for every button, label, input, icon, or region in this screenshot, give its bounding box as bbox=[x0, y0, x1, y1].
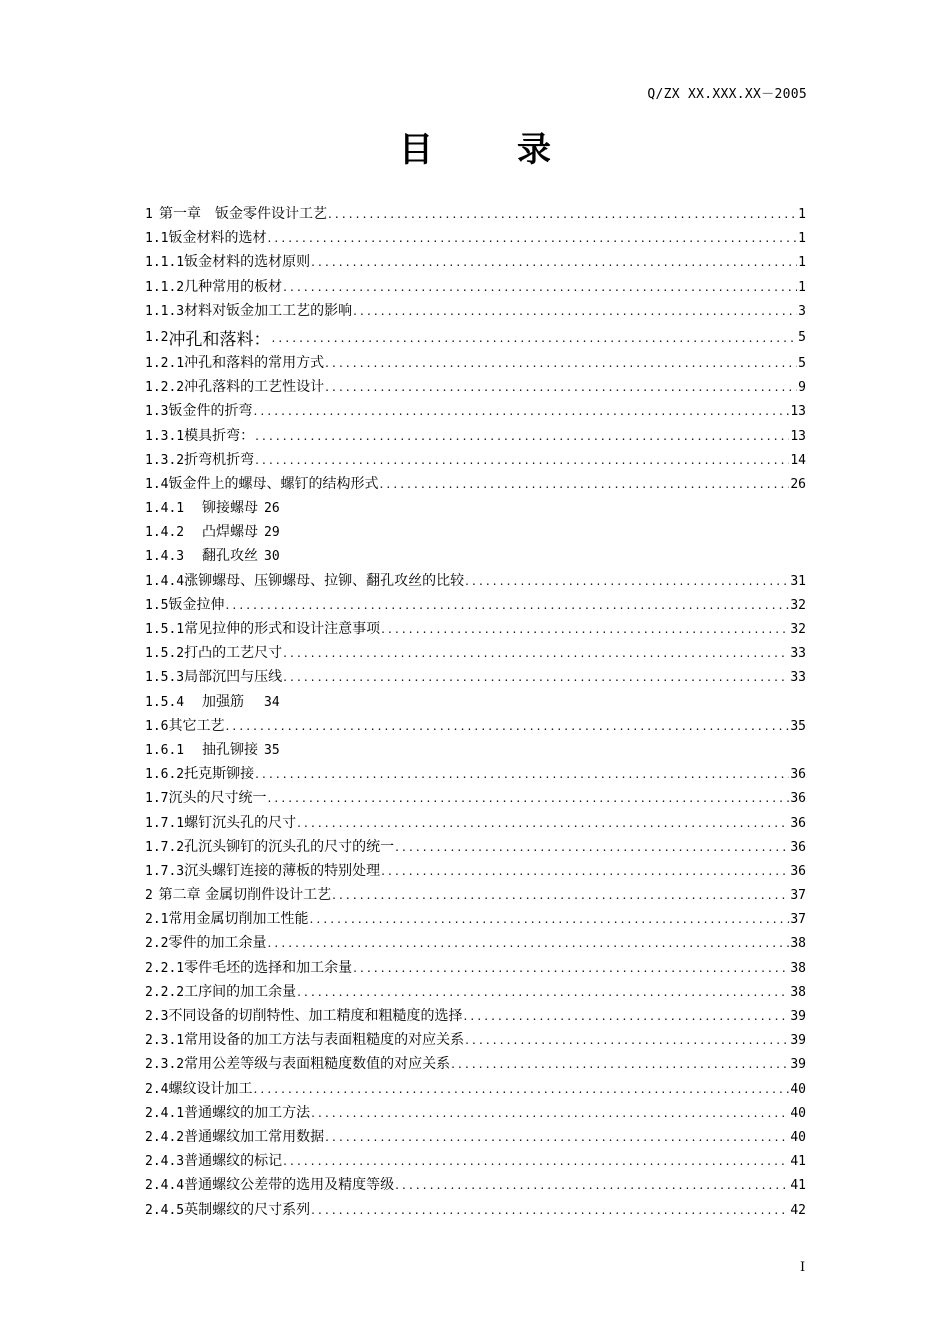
toc-entry-number: 1.4.2 bbox=[145, 525, 185, 541]
page-title: 目录 bbox=[399, 130, 635, 170]
toc-entry-page: 26 bbox=[790, 476, 806, 492]
toc-entry-page: 29 bbox=[264, 525, 280, 541]
toc-entry-title: 其它工艺 bbox=[168, 717, 225, 734]
toc-entry[interactable] bbox=[145, 666, 806, 690]
toc-entry[interactable] bbox=[145, 521, 806, 545]
toc-entry-page: 39 bbox=[790, 1009, 806, 1024]
toc-entry[interactable] bbox=[145, 715, 806, 739]
toc-dot-leader bbox=[325, 380, 797, 394]
toc-entry-number: 2 bbox=[145, 888, 153, 904]
toc-entry-title: 抽孔铆接 bbox=[202, 741, 258, 758]
toc-dot-leader bbox=[297, 816, 789, 830]
toc-entry-page: 36 bbox=[790, 815, 806, 831]
toc-dot-leader bbox=[283, 1154, 789, 1168]
toc-entry-page: 39 bbox=[790, 1057, 806, 1073]
toc-entry[interactable] bbox=[145, 908, 806, 932]
table-of-contents bbox=[145, 203, 806, 1223]
toc-entry[interactable] bbox=[145, 981, 806, 1005]
page-number: I bbox=[800, 1260, 806, 1275]
toc-entry[interactable] bbox=[145, 642, 806, 666]
toc-entry[interactable] bbox=[145, 570, 806, 594]
toc-entry-title: 沉头螺钉连接的薄板的特别处理 bbox=[184, 862, 381, 879]
toc-entry-title: 孔沉头铆钉的沉头孔的尺寸的统一 bbox=[184, 838, 395, 855]
toc-entry-number: 2.4 bbox=[145, 1081, 169, 1097]
toc-dot-leader bbox=[311, 1203, 789, 1217]
toc-entry-page: 33 bbox=[790, 646, 806, 662]
toc-entry-title: 螺钉沉头孔的尺寸 bbox=[184, 814, 297, 831]
toc-entry-page: 40 bbox=[790, 1129, 806, 1145]
toc-entry-title: 英制螺纹的尺寸系列 bbox=[184, 1201, 311, 1218]
toc-entry-title: 常用设备的加工方法与表面粗糙度的对应关系 bbox=[184, 1032, 465, 1049]
toc-entry-page: 13 bbox=[790, 404, 806, 420]
toc-entry-number: 1.7.3 bbox=[145, 863, 185, 879]
toc-entry-page: 31 bbox=[790, 573, 806, 589]
toc-dot-leader bbox=[353, 304, 797, 318]
toc-entry-title: 零件毛坯的选择和加工余量 bbox=[184, 959, 353, 976]
toc-entry-title: 普通螺纹的标记 bbox=[184, 1153, 283, 1170]
toc-entry-number: 1.2.2 bbox=[145, 380, 185, 396]
toc-entry[interactable] bbox=[145, 1126, 806, 1150]
toc-entry-number: 1.3.2 bbox=[145, 452, 185, 468]
toc-entry-title: 几种常用的板材 bbox=[184, 278, 283, 295]
toc-dot-leader bbox=[395, 840, 789, 854]
toc-dot-leader bbox=[255, 453, 789, 467]
toc-entry-number: 1.7.1 bbox=[145, 815, 185, 831]
toc-dot-leader bbox=[225, 719, 789, 733]
toc-entry-number: 1.6.2 bbox=[145, 767, 185, 783]
toc-dot-leader bbox=[381, 864, 789, 878]
toc-entry-number: 1.3.1 bbox=[145, 428, 185, 444]
toc-entry-page: 35 bbox=[790, 718, 806, 734]
toc-entry-title: 打凸的工艺尺寸 bbox=[184, 645, 283, 662]
toc-dot-leader bbox=[255, 429, 789, 443]
toc-dot-leader bbox=[267, 936, 789, 950]
toc-entry-number: 2.2.1 bbox=[145, 960, 185, 976]
toc-entry[interactable] bbox=[145, 425, 806, 449]
toc-entry-number: 1.3 bbox=[145, 404, 169, 420]
toc-entry[interactable] bbox=[145, 400, 806, 424]
toc-entry[interactable] bbox=[145, 300, 806, 324]
toc-entry-number: 1.4.1 bbox=[145, 501, 185, 517]
toc-entry-title: 螺纹设计加工 bbox=[168, 1080, 253, 1097]
toc-dot-leader bbox=[271, 331, 797, 345]
toc-entry-page: 40 bbox=[790, 1105, 806, 1121]
toc-entry-number: 1.5.1 bbox=[145, 622, 185, 637]
toc-entry-number: 2.2.2 bbox=[145, 984, 185, 1000]
toc-entry[interactable] bbox=[145, 1029, 806, 1053]
toc-entry[interactable] bbox=[145, 1150, 806, 1174]
toc-entry[interactable] bbox=[145, 739, 806, 763]
toc-entry-title: 模具折弯： bbox=[184, 427, 255, 444]
toc-entry-page: 5 bbox=[798, 330, 806, 346]
toc-entry-page: 37 bbox=[790, 888, 806, 904]
toc-entry-page: 42 bbox=[790, 1202, 806, 1218]
toc-entry-page: 35 bbox=[264, 742, 280, 758]
toc-entry-page: 14 bbox=[790, 452, 806, 468]
toc-entry[interactable] bbox=[145, 787, 806, 811]
toc-entry-number: 1.1.1 bbox=[145, 255, 185, 271]
document-code: Q/ZX XX.XXX.XX－2005 bbox=[647, 87, 807, 102]
toc-entry-title: 常用金属切削加工性能 bbox=[168, 911, 309, 928]
toc-entry[interactable] bbox=[145, 1053, 806, 1077]
toc-entry-title: 钣金拉伸 bbox=[168, 596, 225, 613]
toc-entry[interactable] bbox=[145, 251, 806, 275]
toc-entry[interactable] bbox=[145, 276, 806, 300]
toc-entry-number: 1.2.1 bbox=[145, 355, 185, 371]
toc-entry-title: 凸焊螺母 bbox=[202, 524, 258, 541]
toc-entry-number: 1.5.2 bbox=[145, 646, 185, 662]
toc-entry-number: 1.5 bbox=[145, 597, 169, 613]
toc-entry[interactable] bbox=[145, 932, 806, 956]
toc-entry-number: 1.7.2 bbox=[145, 839, 185, 855]
toc-entry-page: 32 bbox=[790, 597, 806, 613]
toc-entry-number: 2.4.3 bbox=[145, 1154, 185, 1170]
toc-dot-leader bbox=[379, 477, 789, 491]
toc-entry[interactable] bbox=[145, 352, 806, 376]
toc-dot-leader bbox=[225, 598, 789, 612]
toc-entry-title: 加强筋 bbox=[202, 693, 258, 710]
toc-entry-number: 2.3.1 bbox=[145, 1033, 185, 1049]
toc-entry-title: 零件的加工余量 bbox=[168, 935, 267, 952]
toc-entry-title: 冲孔和落料的常用方式 bbox=[184, 354, 325, 371]
toc-entry-page: 32 bbox=[790, 622, 806, 637]
toc-dot-leader bbox=[267, 791, 789, 805]
toc-dot-leader bbox=[253, 404, 789, 418]
toc-dot-leader bbox=[332, 888, 789, 902]
toc-entry-page: 38 bbox=[790, 936, 806, 952]
toc-entry-title: 材料对钣金加工工艺的影响 bbox=[184, 302, 353, 319]
toc-entry-title: 钣金件上的螺母、螺钉的结构形式 bbox=[168, 475, 379, 492]
toc-dot-leader bbox=[255, 767, 789, 781]
toc-entry-page: 36 bbox=[790, 791, 806, 807]
toc-dot-leader bbox=[267, 231, 797, 245]
toc-entry-number: 1.1 bbox=[145, 231, 169, 247]
toc-entry-page: 41 bbox=[790, 1154, 806, 1170]
toc-entry-number: 1.5.4 bbox=[145, 694, 185, 710]
toc-entry-title: 翻孔攻丝 bbox=[202, 548, 258, 565]
toc-entry[interactable] bbox=[145, 594, 806, 618]
toc-entry-title: 第一章 钣金零件设计工艺 bbox=[159, 206, 327, 222]
toc-entry-title: 局部沉凹与压线 bbox=[184, 669, 283, 686]
toc-dot-leader bbox=[451, 1057, 789, 1071]
toc-entry-page: 13 bbox=[790, 428, 806, 444]
toc-entry-number: 2.2 bbox=[145, 936, 169, 952]
toc-entry[interactable] bbox=[145, 545, 806, 569]
toc-entry-page: 40 bbox=[790, 1081, 806, 1097]
toc-entry-title: 冲孔和落料： bbox=[168, 330, 271, 351]
toc-entry-title: 沉头的尺寸统一 bbox=[168, 790, 267, 807]
toc-dot-leader bbox=[325, 1130, 789, 1144]
toc-dot-leader bbox=[309, 912, 789, 926]
toc-entry-number: 1.2 bbox=[145, 330, 169, 346]
toc-entry[interactable] bbox=[145, 860, 806, 884]
toc-entry-number: 1.1.2 bbox=[145, 279, 185, 295]
toc-entry[interactable] bbox=[145, 1199, 806, 1223]
toc-dot-leader bbox=[325, 356, 797, 370]
toc-entry-page: 3 bbox=[798, 303, 806, 319]
toc-entry-title: 普通螺纹公差带的选用及精度等级 bbox=[184, 1177, 395, 1194]
toc-entry-title: 第二章 金属切削件设计工艺 bbox=[158, 887, 332, 904]
toc-entry[interactable] bbox=[145, 497, 806, 521]
toc-entry-number: 1.6.1 bbox=[145, 742, 185, 758]
toc-entry[interactable] bbox=[145, 812, 806, 836]
toc-entry[interactable] bbox=[145, 324, 806, 352]
toc-entry-page: 26 bbox=[264, 501, 280, 517]
toc-entry[interactable] bbox=[145, 473, 806, 497]
toc-entry-page: 9 bbox=[798, 380, 806, 396]
toc-entry-number: 2.4.4 bbox=[145, 1178, 185, 1194]
toc-dot-leader bbox=[353, 961, 789, 975]
toc-dot-leader bbox=[465, 1033, 789, 1047]
toc-entry-page: 38 bbox=[790, 960, 806, 976]
toc-entry[interactable] bbox=[145, 884, 806, 908]
toc-entry-title: 折弯机折弯 bbox=[184, 451, 255, 468]
toc-entry-number: 1.4.3 bbox=[145, 549, 185, 565]
toc-entry-title: 不同设备的切削特性、加工精度和粗糙度的选择 bbox=[168, 1008, 463, 1024]
toc-entry-number: 1.5.3 bbox=[145, 670, 185, 686]
toc-entry-number: 1.1.3 bbox=[145, 303, 185, 319]
toc-dot-leader bbox=[297, 985, 789, 999]
toc-entry-number: 2.4.5 bbox=[145, 1202, 185, 1218]
toc-entry-number: 1.6 bbox=[145, 718, 169, 734]
toc-entry-number: 2.3 bbox=[145, 1009, 169, 1024]
toc-entry-page: 38 bbox=[790, 984, 806, 1000]
toc-entry-page: 1 bbox=[798, 255, 806, 271]
toc-entry[interactable] bbox=[145, 376, 806, 400]
toc-entry-page: 1 bbox=[798, 279, 806, 295]
toc-entry[interactable] bbox=[145, 1102, 806, 1126]
toc-entry-page: 37 bbox=[790, 912, 806, 928]
toc-entry[interactable] bbox=[145, 1174, 806, 1198]
toc-entry-title: 钣金材料的选材原则 bbox=[184, 254, 311, 271]
toc-entry-page: 36 bbox=[790, 863, 806, 879]
toc-entry-title: 钣金材料的选材 bbox=[168, 230, 267, 247]
toc-dot-leader bbox=[395, 1178, 789, 1192]
toc-entry[interactable] bbox=[145, 449, 806, 473]
toc-dot-leader bbox=[283, 646, 789, 660]
toc-entry-title: 常用公差等级与表面粗糙度数值的对应关系 bbox=[184, 1056, 451, 1073]
toc-entry-title: 铆接螺母 bbox=[202, 500, 258, 517]
toc-entry-title: 钣金件的折弯 bbox=[168, 403, 253, 420]
toc-dot-leader bbox=[283, 670, 789, 684]
toc-entry[interactable] bbox=[145, 203, 806, 227]
toc-entry-page: 1 bbox=[798, 231, 806, 247]
toc-dot-leader bbox=[328, 207, 797, 221]
toc-entry[interactable] bbox=[145, 618, 806, 642]
toc-entry-number: 1.4 bbox=[145, 476, 169, 492]
toc-entry[interactable] bbox=[145, 957, 806, 981]
toc-dot-leader bbox=[465, 574, 789, 588]
toc-entry-page: 36 bbox=[790, 839, 806, 855]
toc-entry-number: 2.3.2 bbox=[145, 1057, 185, 1073]
toc-entry-title: 工序间的加工余量 bbox=[184, 983, 297, 1000]
toc-entry-title: 普通螺纹的加工方法 bbox=[184, 1104, 311, 1121]
toc-dot-leader bbox=[253, 1082, 789, 1096]
toc-entry-title: 普通螺纹加工常用数据 bbox=[184, 1128, 325, 1145]
toc-entry-page: 33 bbox=[790, 670, 806, 686]
toc-entry[interactable] bbox=[145, 227, 806, 251]
toc-entry-page: 5 bbox=[798, 355, 806, 371]
toc-dot-leader bbox=[283, 280, 797, 294]
toc-entry-page: 30 bbox=[264, 549, 280, 565]
toc-entry-number: 2.4.2 bbox=[145, 1129, 185, 1145]
toc-entry[interactable] bbox=[145, 691, 806, 715]
toc-entry-number: 1 bbox=[145, 207, 153, 222]
toc-dot-leader bbox=[311, 1106, 789, 1120]
toc-entry[interactable] bbox=[145, 836, 806, 860]
toc-entry-page: 41 bbox=[790, 1178, 806, 1194]
toc-entry-page: 1 bbox=[798, 207, 806, 222]
toc-entry[interactable] bbox=[145, 1005, 806, 1029]
toc-entry-title: 冲孔落料的工艺性设计 bbox=[184, 379, 325, 396]
toc-entry-page: 34 bbox=[264, 694, 280, 710]
toc-dot-leader bbox=[381, 622, 789, 636]
toc-entry[interactable] bbox=[145, 763, 806, 787]
toc-entry-number: 1.4.4 bbox=[145, 573, 185, 589]
toc-dot-leader bbox=[311, 255, 797, 269]
toc-entry-page: 36 bbox=[790, 767, 806, 783]
toc-entry-title: 涨铆螺母、压铆螺母、拉铆、翻孔攻丝的比较 bbox=[184, 572, 465, 589]
toc-dot-leader bbox=[463, 1009, 789, 1023]
toc-entry-page: 39 bbox=[790, 1033, 806, 1049]
toc-entry-number: 2.4.1 bbox=[145, 1105, 185, 1121]
toc-entry-number: 1.7 bbox=[145, 791, 169, 807]
toc-entry-title: 托克斯铆接 bbox=[184, 766, 255, 783]
toc-entry[interactable] bbox=[145, 1078, 806, 1102]
toc-entry-number: 2.1 bbox=[145, 912, 169, 928]
toc-entry-title: 常见拉伸的形式和设计注意事项 bbox=[184, 621, 381, 637]
